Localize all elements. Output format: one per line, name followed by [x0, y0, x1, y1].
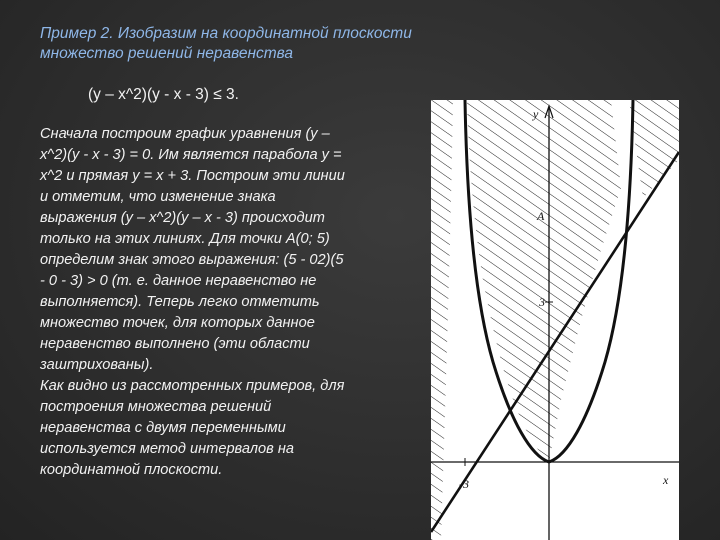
body-line: Сначала построим график уравнения (y – — [40, 126, 330, 142]
inequality-formula: (y – x^2)(y - x - 3) ≤ 3. — [88, 86, 239, 103]
body-line: координатной плоскости. — [40, 462, 223, 478]
graph-svg — [431, 100, 679, 540]
y-axis-label: y — [533, 107, 539, 121]
point-a-label: A — [537, 209, 545, 223]
body-line: x^2)(y - x - 3) = 0. Им является парабола y = — [40, 147, 342, 163]
body-line: множество точек, для которых данное — [40, 315, 315, 331]
x-axis-label: x — [663, 473, 669, 487]
body-line: построения множества решений — [40, 399, 272, 415]
body-line: используется метод интервалов на — [40, 441, 294, 457]
body-line: выражения (y – x^2)(y – x - 3) происходит — [40, 210, 325, 226]
body-line: Как видно из рассмотренных примеров, для — [40, 378, 345, 394]
title-line-2: множество решений неравенства — [40, 45, 294, 62]
slide-title — [40, 24, 500, 64]
body-line: определим знак этого выражения: (5 - 02)(5 — [40, 252, 344, 268]
shaded-left-region — [431, 100, 453, 540]
body-line: только на этих линиях. Для точки А(0; 5) — [40, 231, 330, 247]
body-line: неравенства с двумя переменными — [40, 420, 286, 436]
body-line: и отметим, что изменение знака — [40, 189, 276, 205]
body-line: x^2 и прямая y = x + 3. Построим эти линии — [40, 168, 345, 184]
body-line: неравенство выполнено (эти области — [40, 336, 310, 352]
body-line: заштрихованы). — [40, 357, 154, 373]
shaded-between-region — [467, 100, 621, 462]
tick-x-neg3-label: -3 — [459, 477, 469, 491]
explanation-text — [40, 124, 440, 481]
shaded-right-region — [629, 100, 679, 198]
title-line-1: Пример 2. Изобразим на координатной плоскости — [40, 25, 412, 42]
tick-y-3-label: 3 — [539, 295, 545, 309]
graph-figure — [431, 100, 679, 540]
body-line: выполняется). Теперь легко отметить — [40, 294, 320, 310]
body-line: - 0 - 3) > 0 (т. е. данное неравенство не — [40, 273, 317, 289]
